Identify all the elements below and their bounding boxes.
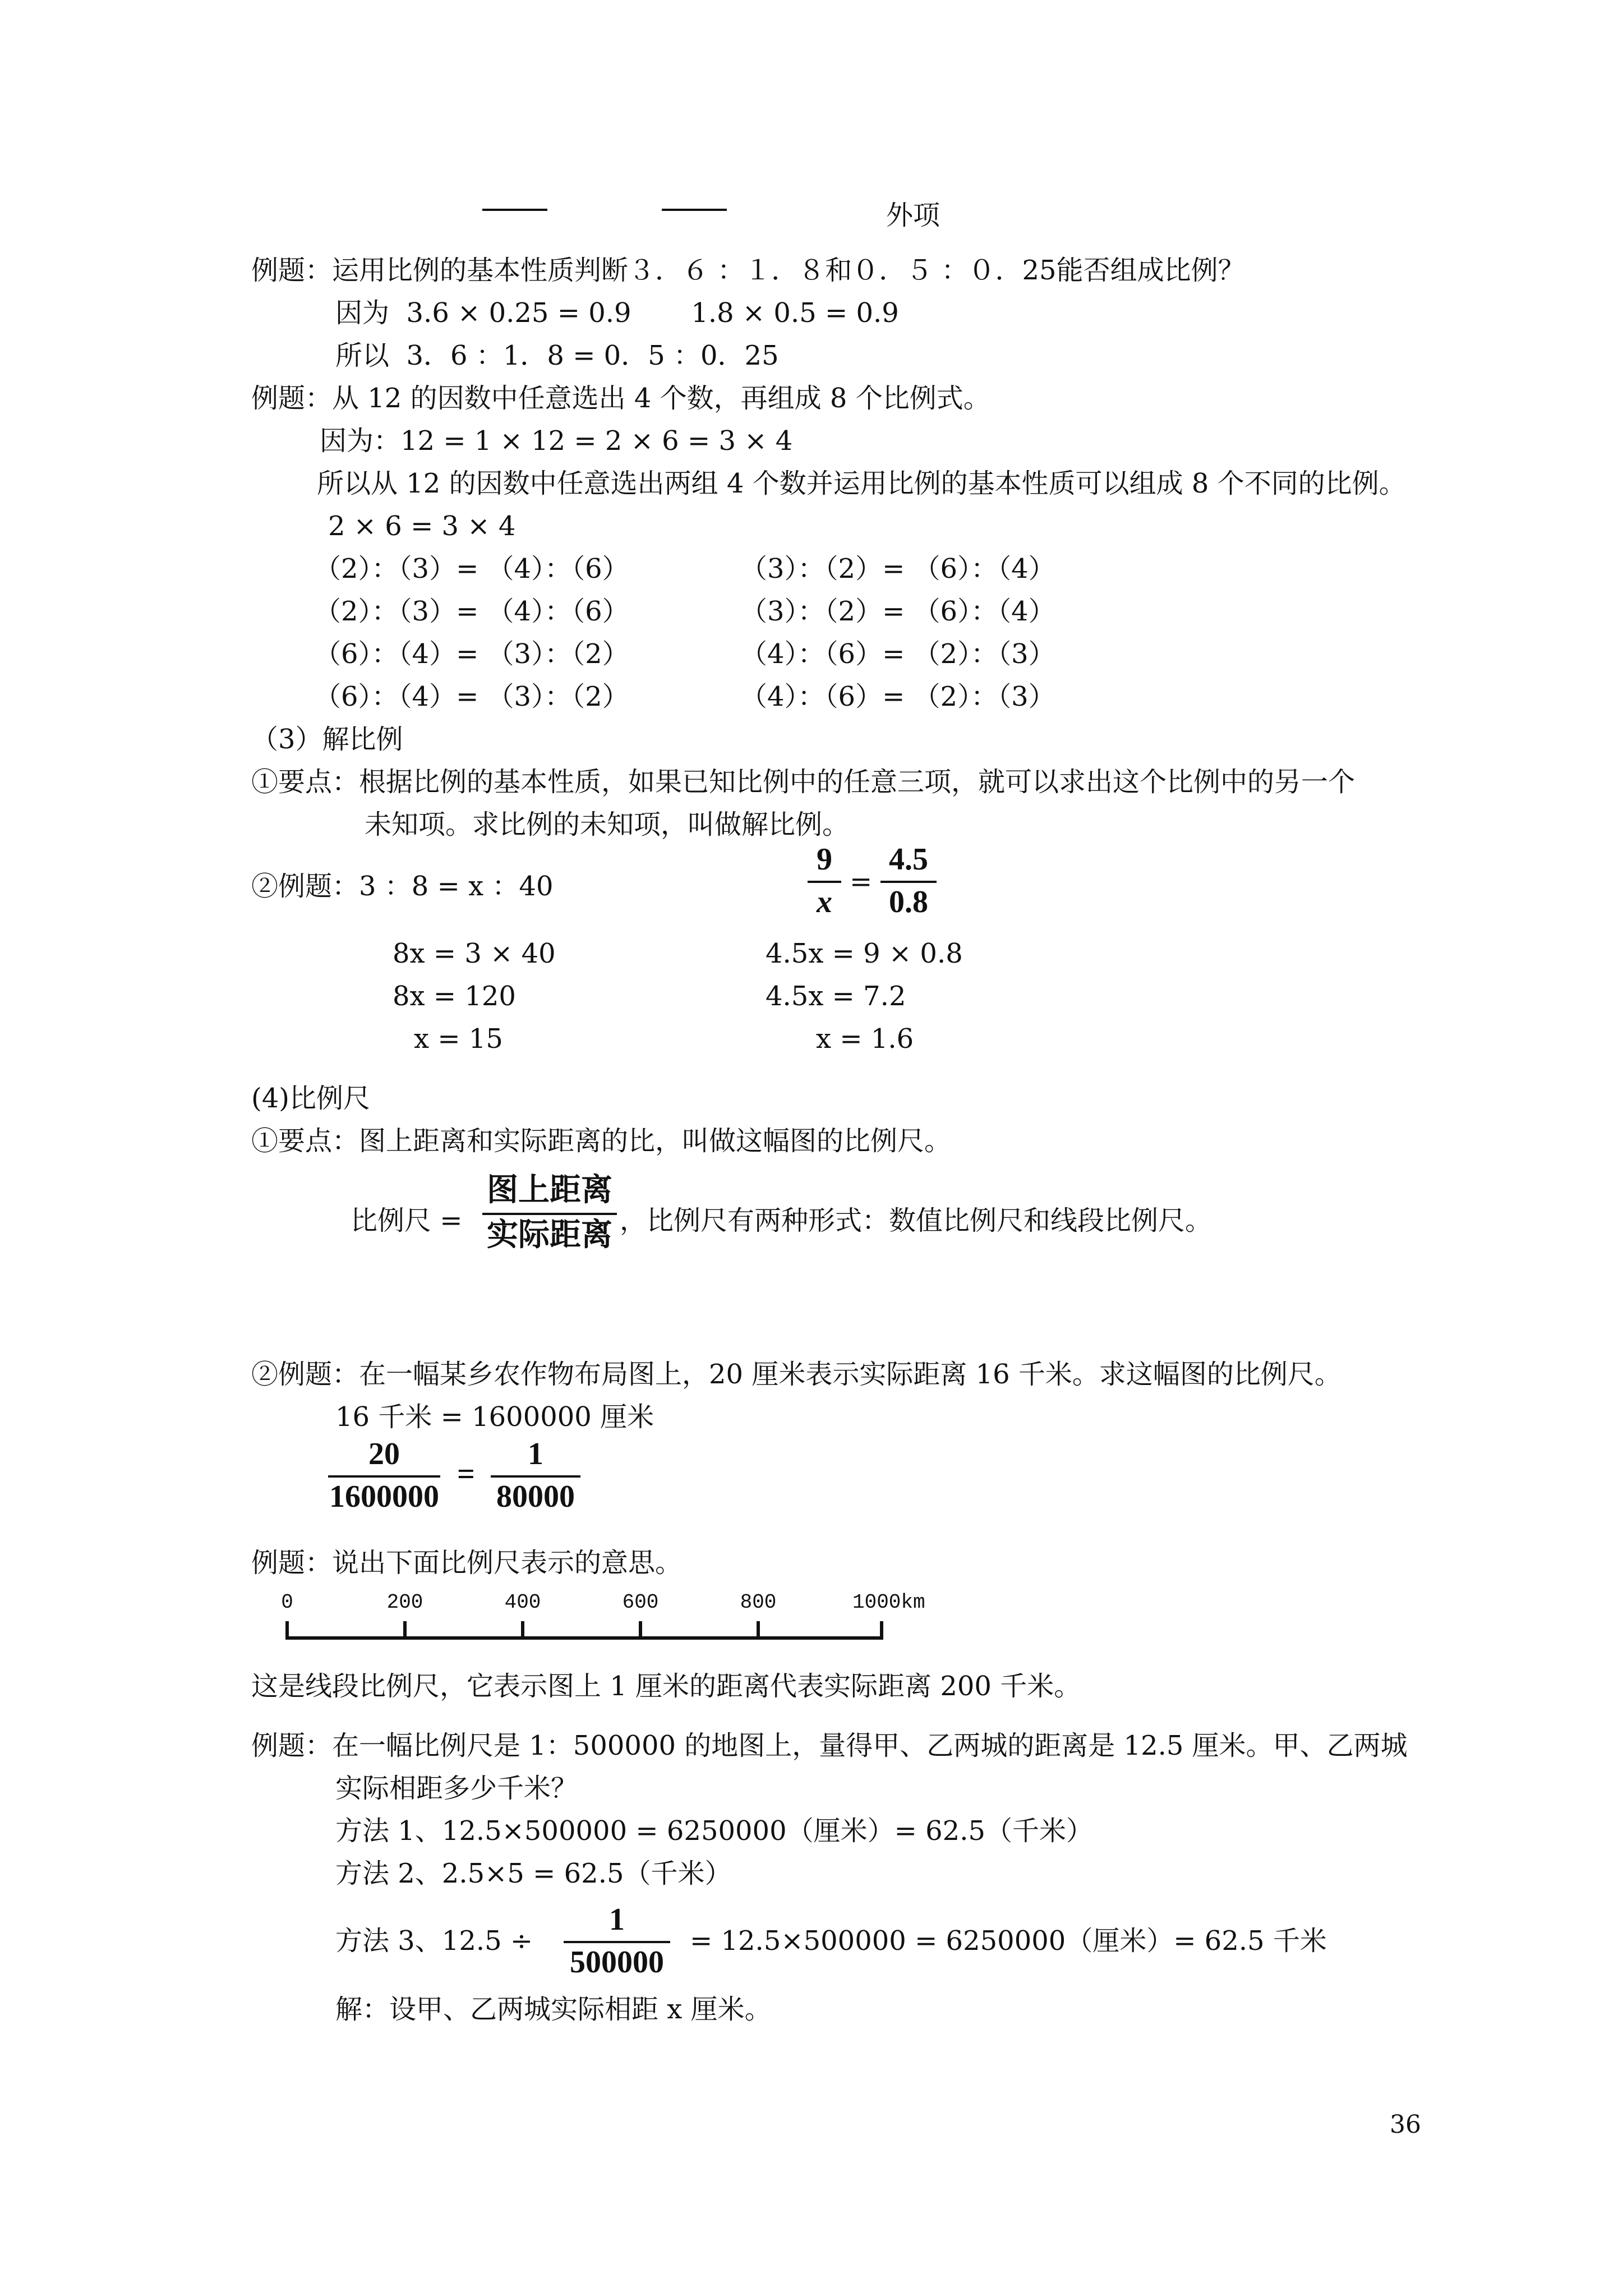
- proportion-left-4: （6）：（4）= （3）：（2）: [314, 681, 629, 712]
- map-example-line2: 实际相距多少千米？: [335, 1773, 578, 1804]
- fraction-denominator: 500000: [570, 1945, 664, 1980]
- proportion-right-2: （3）：（2）= （6）：（4）: [740, 596, 1055, 627]
- solution-setup: 解：设甲、乙两城实际相距 x 厘米。: [335, 1994, 772, 2025]
- example1-title: 例题：运用比例的基本性质判断３．６ ：１．８和０．５ ：０．25能否组成比例？: [251, 255, 1245, 286]
- section4-point: ①要点：图上距离和实际距离的比，叫做这幅图的比例尺。: [251, 1125, 952, 1157]
- example2-title: 例题：从 12 的因数中任意选出 4 个数，再组成 8 个比例式。: [251, 383, 990, 414]
- outer-term-label: 外项: [886, 200, 940, 231]
- method-3-suffix: = 12.5×500000 = 6250000（厘米）= 62.5 千米: [690, 1925, 1327, 1957]
- page-number: 36: [1390, 2110, 1421, 2139]
- equals-sign: =: [850, 866, 873, 898]
- left-step-1: 8x = 3 × 40: [393, 938, 556, 969]
- fraction-numerator: 4.5: [889, 842, 928, 877]
- fraction-9-over-x: [808, 841, 841, 920]
- example1-so: 所以 3．6 ：1．8 = 0．5 ：0．25: [335, 340, 779, 371]
- fraction-bar-right: [662, 209, 727, 211]
- method-1: 方法 1、12.5×500000 = 6250000（厘米）= 62.5（千米）: [335, 1815, 1093, 1847]
- fraction-20-over-1600000: [328, 1436, 440, 1515]
- scale-label-200: 200: [386, 1591, 423, 1614]
- map-example-line1: 例题：在一幅比例尺是 1：500000 的地图上，量得甲、乙两城的距离是 12.5 厘米。甲、乙两城: [251, 1730, 1408, 1761]
- example1-because: 因为 3.6 × 0.25 = 0.9 1.8 × 0.5 = 0.9: [335, 297, 899, 329]
- fraction-numerator: 9: [817, 842, 832, 877]
- unit-conversion: 16 千米 = 1600000 厘米: [335, 1401, 654, 1433]
- scale-label-600: 600: [622, 1591, 659, 1614]
- right-step-3: x = 1.6: [816, 1023, 914, 1055]
- fraction-bar-left: [482, 209, 547, 211]
- fraction-4.5-over-0.8: [880, 841, 937, 920]
- fraction-line: [491, 1475, 580, 1478]
- section3-heading: （3）解比例: [251, 724, 403, 755]
- example2-so: 所以从 12 的因数中任意选出两组 4 个数并运用比例的基本性质可以组成 8 个不同的比例。: [317, 468, 1406, 499]
- scale-label-0: 0: [281, 1591, 293, 1614]
- section3-point-line1: ①要点：根据比例的基本性质，如果已知比例中的任意三项，就可以求出这个比例中的另一个: [251, 766, 1355, 798]
- fraction-numerator: 1: [528, 1437, 543, 1471]
- section3-point-line2: 未知项。求比例的未知项，叫做解比例。: [365, 809, 850, 840]
- fraction-denominator: 实际距离: [487, 1218, 612, 1253]
- fraction-denominator: 1600000: [329, 1479, 439, 1514]
- fraction-denominator: 80000: [496, 1479, 575, 1514]
- line-scale-bar: [275, 1588, 948, 1649]
- fraction-denominator: x: [817, 885, 832, 919]
- scale-label-800: 800: [740, 1591, 777, 1614]
- proportion-left-2: （2）：（3）= （4）：（6）: [314, 596, 629, 627]
- section4-example-title: ②例题：在一幅某乡农作物布局图上，20 厘米表示实际距离 16 千米。求这幅图的比例尺。: [251, 1359, 1341, 1390]
- fraction-1-over-500000: [564, 1902, 670, 1980]
- section3-example-label: ②例题：3 ：8 = x ：40: [251, 871, 554, 902]
- left-step-3: x = 15: [414, 1023, 503, 1055]
- section4-heading: (4)比例尺: [251, 1083, 370, 1114]
- proportion-right-3: （4）：（6）= （2）：（3）: [740, 638, 1055, 670]
- equals-sign-2: =: [457, 1457, 475, 1492]
- scale-explanation: 这是线段比例尺，它表示图上 1 厘米的距离代表实际距离 200 千米。: [251, 1671, 1081, 1702]
- fraction-numerator: 图上距离: [487, 1173, 612, 1208]
- scale-formula-tail: ，比例尺有两种形式：数值比例尺和线段比例尺。: [620, 1205, 1212, 1236]
- scale-label-400: 400: [504, 1591, 541, 1614]
- fraction-line: [808, 881, 841, 883]
- fraction-numerator: 1: [609, 1902, 625, 1937]
- right-step-2: 4.5x = 7.2: [766, 981, 906, 1012]
- fraction-line: [880, 881, 937, 883]
- fraction-line: [564, 1941, 670, 1943]
- scale-label-1000km: 1000km: [852, 1591, 925, 1614]
- scale-formula-label: 比例尺 =: [351, 1205, 463, 1236]
- proportion-left-1: （2）：（3）= （4）：（6）: [314, 553, 629, 585]
- right-step-1: 4.5x = 9 × 0.8: [766, 938, 963, 969]
- fraction-1-over-80000: [491, 1436, 580, 1515]
- fraction-denominator: 0.8: [889, 885, 928, 919]
- fraction-line: [482, 1213, 617, 1215]
- proportion-right-4: （4）：（6）= （2）：（3）: [740, 681, 1055, 712]
- method-3-prefix: 方法 3、12.5 ÷: [335, 1925, 533, 1957]
- example2-because: 因为：12 = 1 × 12 = 2 × 6 = 3 × 4: [320, 425, 793, 457]
- fraction-numerator: 20: [368, 1437, 400, 1471]
- proportion-left-3: （6）：（4）= （3）：（2）: [314, 638, 629, 670]
- example2-equation: 2 × 6 = 3 × 4: [328, 510, 516, 542]
- left-step-2: 8x = 120: [393, 981, 516, 1012]
- method-2: 方法 2、2.5×5 = 62.5（千米）: [335, 1858, 732, 1889]
- scale-example-title: 例题：说出下面比例尺表示的意思。: [251, 1547, 683, 1579]
- fraction-line: [328, 1475, 440, 1478]
- scale-formula-fraction: [482, 1172, 617, 1257]
- proportion-right-1: （3）：（2）= （6）：（4）: [740, 553, 1055, 585]
